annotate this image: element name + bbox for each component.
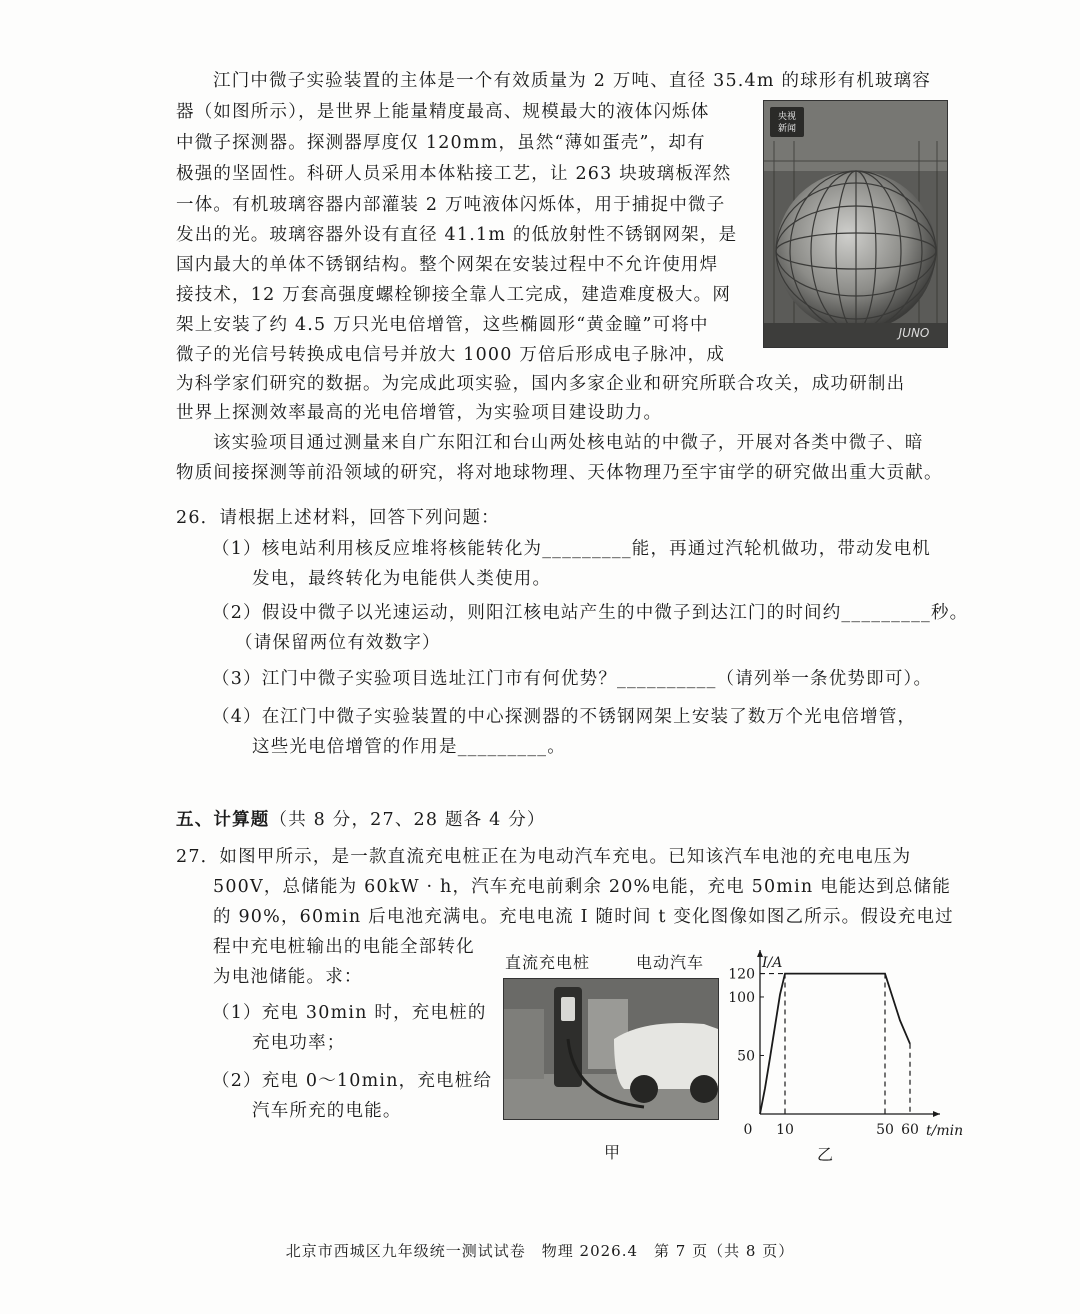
passage-line: 架上安装了约 4.5 万只光电倍增管，这些椭圆形“黄金瞳”可将中 <box>176 315 709 335</box>
passage-line: 物质间接探测等前沿领域的研究，将对地球物理、天体物理乃至宇宙学的研究做出重大贡献。 <box>176 463 943 483</box>
watermark-text: JUNO <box>898 326 930 340</box>
subquestion-2: （2）假设中微子以光速运动，则阳江核电站产生的中微子到达江门的时间约_________秒。 <box>212 603 969 623</box>
subquestion-4-cont: 这些光电倍增管的作用是_________。 <box>252 737 566 757</box>
photo-label-car: 电动汽车 <box>636 953 705 972</box>
question-stem-line: 的 90%，60min 后电池充满电。充电电流 I 随时间 t 变化图像如图乙所示。假设充电过 <box>213 907 954 927</box>
news-logo-text: 央视 <box>777 112 797 122</box>
charging-station-illustration <box>504 979 718 1119</box>
question-stem-line: 程中充电桩输出的电能全部转化 <box>213 937 475 957</box>
x-axis-label: t/min <box>926 1123 964 1139</box>
passage-line: 微子的光信号转换成电信号并放大 1000 万倍后形成电子脉冲，成 <box>176 345 726 365</box>
subquestion-3: （3）江门中微子实验项目选址江门市有何优势？__________（请列举一条优势即可）。 <box>212 669 933 689</box>
x-tick-label: 50 <box>876 1122 894 1138</box>
subquestion-1: （1）核电站利用核反应堆将核能转化为_________能，再通过汽轮机做功，带动发电机 <box>212 539 931 559</box>
passage-line: 该实验项目通过测量来自广东阳江和台山两处核电站的中微子，开展对各类中微子、暗 <box>213 433 924 453</box>
passage-line: 世界上探测效率最高的光电倍增管，为实验项目建设助力。 <box>176 403 663 423</box>
subquestion-4: （4）在江门中微子实验装置的中心探测器的不锈钢网架上安装了数万个光电倍增管， <box>212 707 917 727</box>
figure-caption-jia: 甲 <box>604 1143 622 1162</box>
question-stem-line: 为电池储能。求： <box>213 967 363 987</box>
passage-line: 一体。有机玻璃容器内部灌装 2 万吨液体闪烁体，用于捕捉中微子 <box>176 195 726 215</box>
passage-line: 发出的光。玻璃容器外设有直径 41.1m 的低放射性不锈钢网架，是 <box>176 225 738 245</box>
subquestion-2: （2）充电 0～10min，充电桩给 <box>212 1071 493 1091</box>
x-axis-arrow <box>933 1111 940 1117</box>
passage-line: 为科学家们研究的数据。为完成此项实验，国内多家企业和研究所联合攻关，成功研制出 <box>176 374 906 394</box>
svg-text:新闻: 新闻 <box>777 124 797 134</box>
y-tick-label: 120 <box>728 966 755 983</box>
figure-caption-yi: 乙 <box>817 1145 835 1164</box>
x-tick-label: 0 <box>743 1122 753 1138</box>
subquestion-1-cont: 发电，最终转化为电能供人类使用。 <box>252 569 552 589</box>
current-time-chart <box>728 946 964 1146</box>
passage-line: 国内最大的单体不锈钢结构。整个网架在安装过程中不允许使用焊 <box>176 255 719 275</box>
passage-line: 中微子探测器。探测器厚度仅 120mm，虽然“薄如蛋壳”，却有 <box>176 133 706 153</box>
passage-line: 极强的坚固性。科研人员采用本体粘接工艺，让 263 块玻璃板浑然 <box>176 164 732 184</box>
page-footer: 北京市西城区九年级统一测试试卷 物理 2026.4 第 7 页（共 8 页） <box>285 1242 795 1260</box>
y-axis-label: I/A <box>762 955 783 971</box>
photo-label-charger: 直流充电桩 <box>505 953 591 972</box>
x-tick-label: 60 <box>901 1122 919 1138</box>
section-title: 五、计算题 <box>176 810 270 830</box>
subquestion-1-cont: 充电功率； <box>252 1033 346 1053</box>
spherical-detector-illustration <box>764 101 947 347</box>
detector-photo <box>763 100 948 348</box>
x-tick-label: 10 <box>776 1122 794 1138</box>
question-stem: 26．请根据上述材料，回答下列问题： <box>176 508 500 528</box>
section-heading <box>176 805 546 835</box>
y-tick-label: 100 <box>728 989 755 1006</box>
charging-photo <box>503 978 719 1120</box>
subquestion-2-cont: （请保留两位有效数字） <box>235 633 441 653</box>
question-stem: 27．如图甲所示，是一款直流充电桩正在为电动汽车充电。已知该汽车电池的充电电压为 <box>176 847 912 867</box>
subquestion-1: （1）充电 30min 时，充电桩的 <box>212 1003 487 1023</box>
subquestion-2-cont: 汽车所充的电能。 <box>252 1101 402 1121</box>
passage-line: 器（如图所示），是世界上能量精度最高、规模最大的液体闪烁体 <box>176 102 710 122</box>
y-tick-label: 50 <box>737 1048 755 1065</box>
section-note: （共 8 分，27、28 题各 4 分） <box>269 810 546 830</box>
passage-line: 接技术，12 万套高强度螺栓铆接全靠人工完成，建造难度极大。网 <box>176 285 732 305</box>
question-stem-line: 500V，总储能为 60kW · h，汽车充电前剩余 20%电能，充电 50min 电能达到总储能 <box>213 877 952 897</box>
passage-line: 江门中微子实验装置的主体是一个有效质量为 2 万吨、直径 35.4m 的球形有机玻璃容 <box>213 71 932 91</box>
current-curve <box>760 974 910 1114</box>
